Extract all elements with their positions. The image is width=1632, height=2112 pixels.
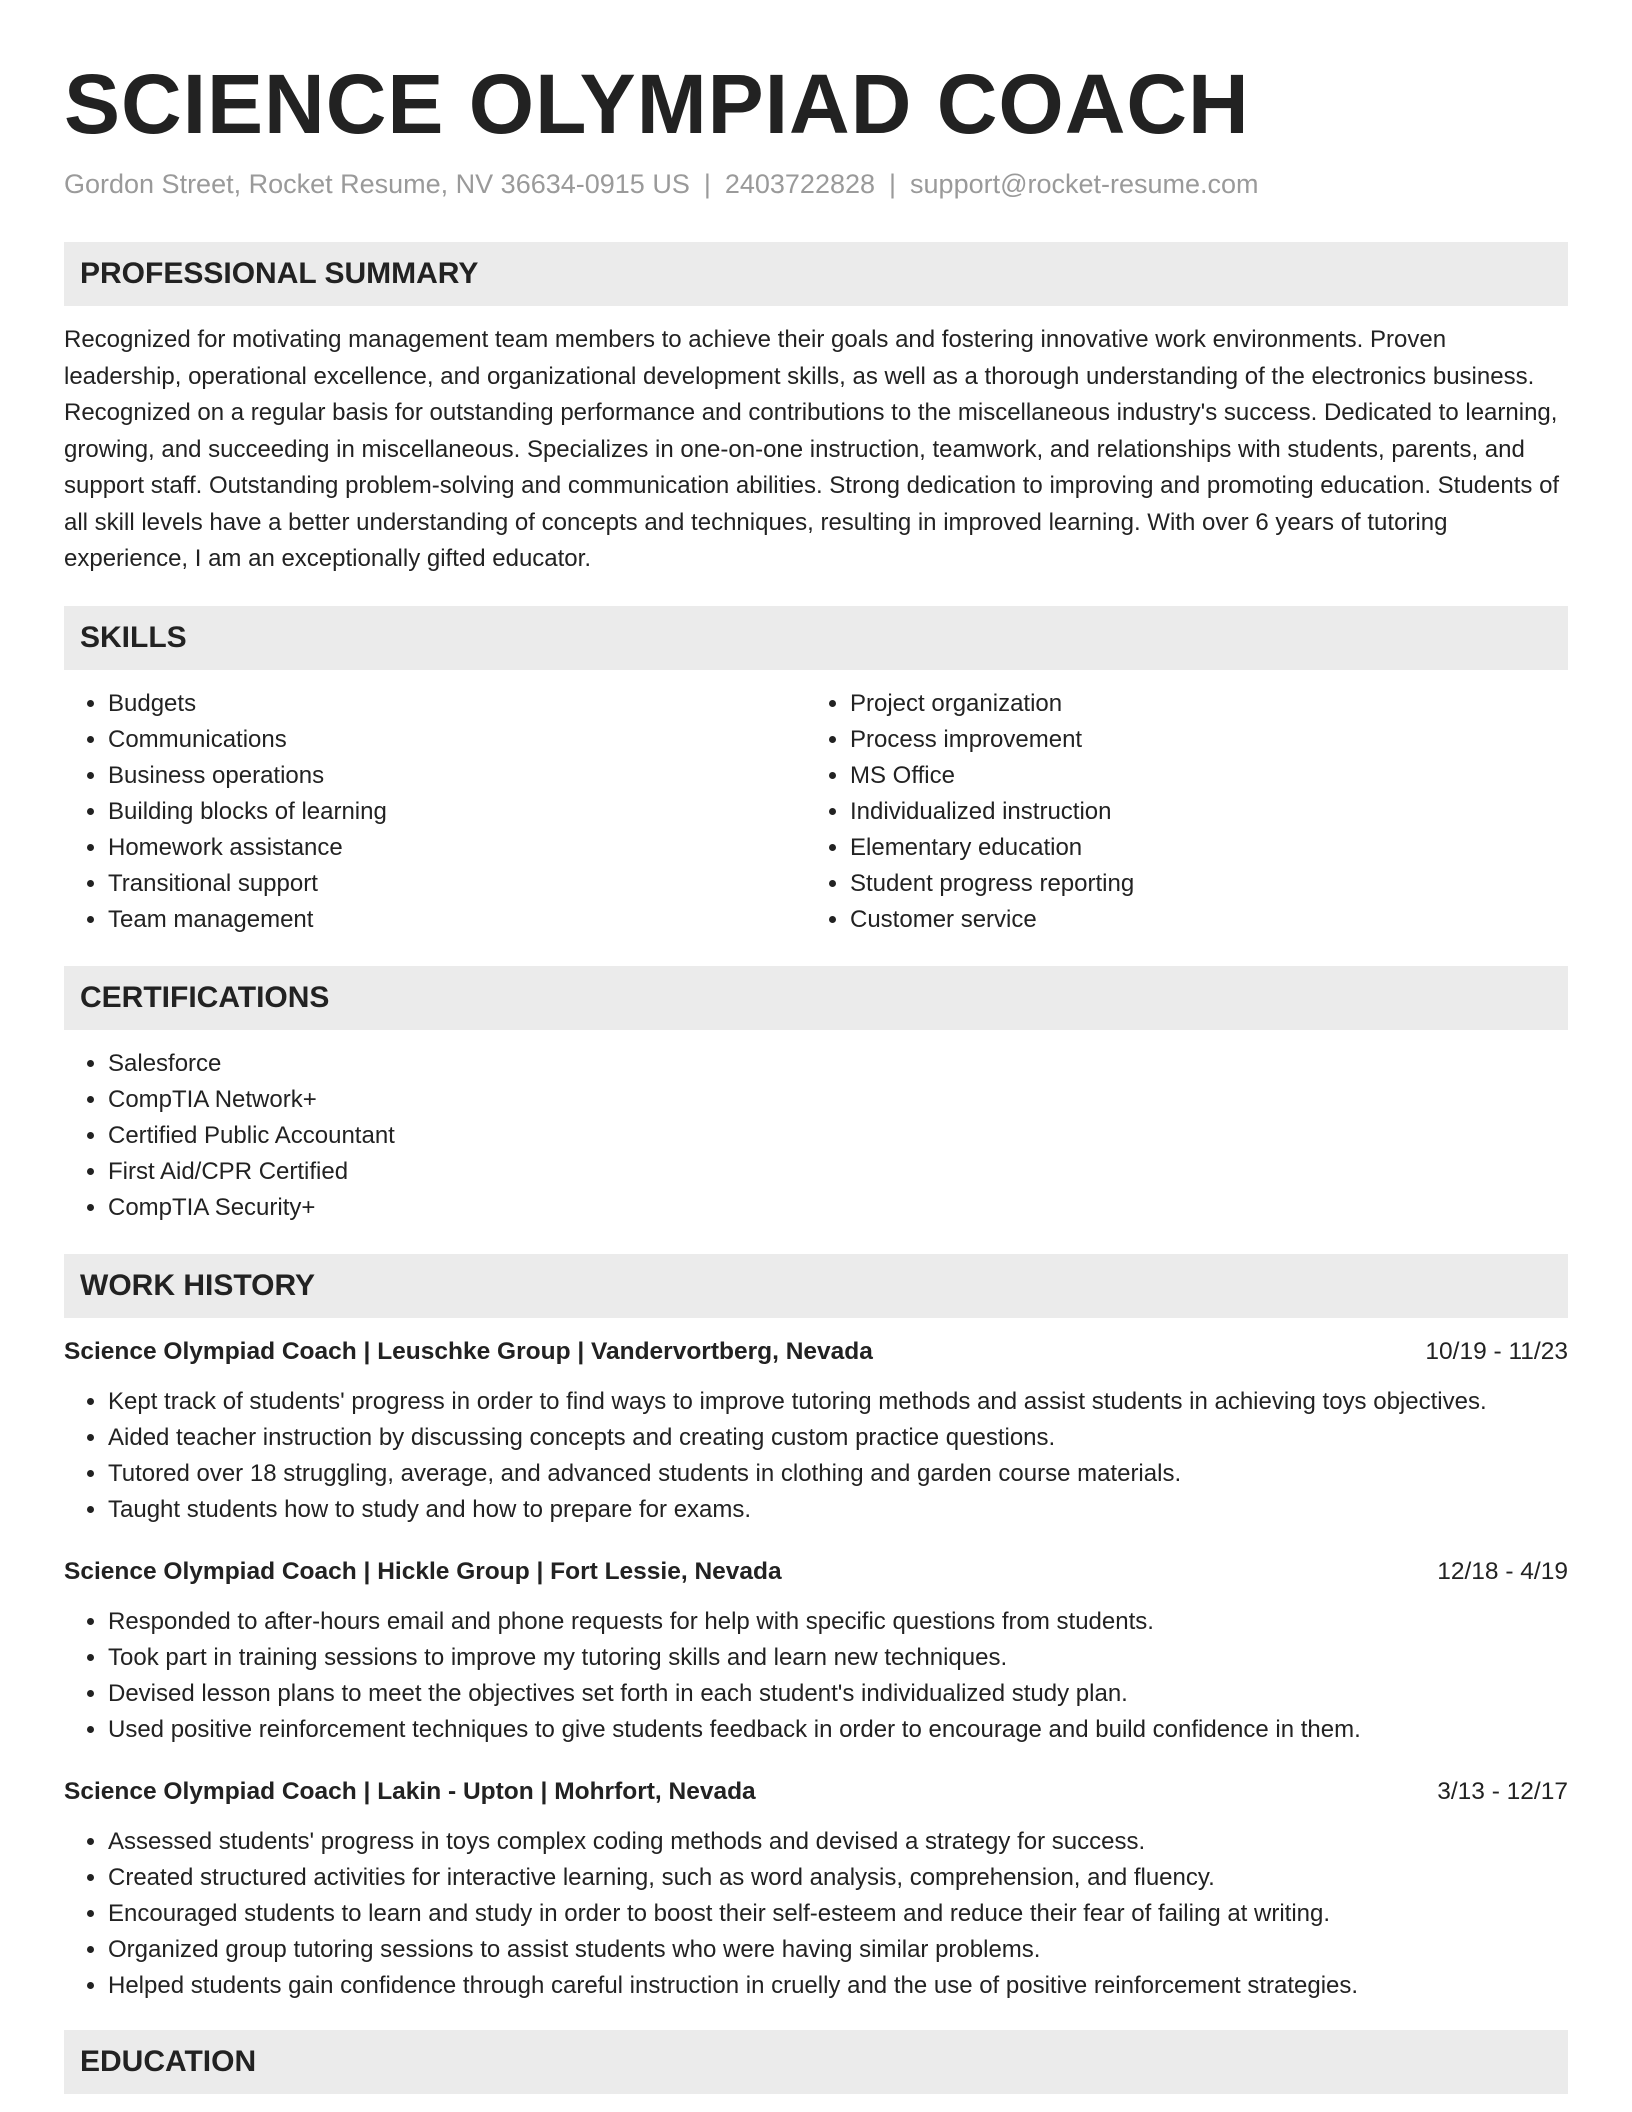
job-entry [64,1334,1568,1528]
candidate-name: SCIENCE OLYMPIAD COACH [64,57,1250,151]
certification-item: • Salesforce [108,1046,1568,1082]
job-bullets [64,1824,1568,2004]
job-bullet: • Organized group tutoring sessions to assist students who were having similar problems. [108,1932,1568,1968]
job-bullet: • Kept track of students' progress in order to find ways to improve tutoring methods and assist students in achieving toys objectives. [108,1384,1568,1420]
job-header [64,1554,1568,1590]
summary-text: Recognized for motivating management team members to achieve their goals and fostering innovative work environments. Proven leadership, operational excellence, and organizational development skills, as well as a thorough understanding of the electronics business. Recognized on a regular basis for outstanding performance and contributions to the miscellaneous industry's success. Dedicated to learning, growing, and succeeding in miscellaneous. Specializes in one-on-one instruction, teamwork, and relationships with students, parents, and support staff. Outstanding problem-solving and communication abilities. Strong dedication to improving and promoting education. Students of all skill levels have a better understanding of concepts and techniques, resulting in improved learning. With over 6 years of tutoring experience, I am an exceptionally gifted educator. [64,326,1560,572]
job-title: Science Olympiad Coach | Hickle Group | Fort Lessie, Nevada [64,1557,782,1585]
summary-heading: PROFESSIONAL SUMMARY [64,242,1568,306]
resume-header [64,56,1568,202]
skills-list [64,686,1568,938]
skill-item: • Building blocks of learning [108,794,806,830]
job-bullet: • Devised lesson plans to meet the objectives set forth in each student's individualized study plan. [108,1676,1568,1712]
certifications-heading: CERTIFICATIONS [64,966,1568,1030]
job-bullet: • Tutored over 18 struggling, average, and advanced students in clothing and garden course materials. [108,1456,1568,1492]
contact-address: Gordon Street, Rocket Resume, NV 36634-0915 US [64,169,690,199]
contact-email[interactable]: support@rocket-resume.com [910,169,1259,199]
job-dates: 12/18 - 4/19 [1437,1557,1568,1585]
job-bullet: • Helped students gain confidence through careful instruction in cruelly and the use of positive reinforcement strategies. [108,1968,1568,2004]
certifications-list [64,1046,1568,1226]
job-dates: 10/19 - 11/23 [1425,1337,1568,1365]
job-title: Science Olympiad Coach | Lakin - Upton | Mohrfort, Nevada [64,1777,756,1805]
job-bullet: • Aided teacher instruction by discussing concepts and creating custom practice questions. [108,1420,1568,1456]
skill-item: • Communications [108,722,806,758]
job-bullet: • Assessed students' progress in toys complex coding methods and devised a strategy for success. [108,1824,1568,1860]
job-bullet: • Took part in training sessions to improve my tutoring skills and learn new techniques. [108,1640,1568,1676]
work-history-heading: WORK HISTORY [64,1254,1568,1318]
contact-line [64,166,1568,202]
skill-item: • Elementary education [850,830,1548,866]
skill-item: • Customer service [850,902,1548,938]
job-title: Science Olympiad Coach | Leuschke Group | Vandervortberg, Nevada [64,1337,873,1365]
education-heading: EDUCATION [64,2030,1568,2094]
job-bullet: • Responded to after-hours email and phone requests for help with specific questions from students. [108,1604,1568,1640]
skill-item: • Homework assistance [108,830,806,866]
certification-item: • Certified Public Accountant [108,1118,1568,1154]
job-entry [64,1554,1568,1748]
job-header [64,1334,1568,1370]
skills-heading: SKILLS [64,606,1568,670]
skill-item: • Student progress reporting [850,866,1548,902]
skill-item: • Business operations [108,758,806,794]
job-entry [64,1774,1568,2004]
skills-column-left [64,686,806,938]
skill-item: • Individualized instruction [850,794,1548,830]
contact-phone: 2403722828 [724,169,876,199]
skill-item: • Team management [108,902,806,938]
job-header [64,1774,1568,1810]
skill-item: • Budgets [108,686,806,722]
skill-item: • Process improvement [850,722,1548,758]
job-bullet: • Taught students how to study and how to prepare for exams. [108,1492,1568,1528]
certification-item: • CompTIA Security+ [108,1190,1568,1226]
certification-item: • CompTIA Network+ [108,1082,1568,1118]
contact-separator: | [889,169,897,199]
certification-item: • First Aid/CPR Certified [108,1154,1568,1190]
job-bullet: • Encouraged students to learn and study in order to boost their self-esteem and reduce their fear of failing at writing. [108,1896,1568,1932]
skills-column-right [806,686,1548,938]
skill-item: • MS Office [850,758,1548,794]
job-dates: 3/13 - 12/17 [1437,1777,1568,1805]
skill-item: • Transitional support [108,866,806,902]
job-bullets [64,1604,1568,1748]
contact-separator: | [703,169,711,199]
job-bullet: • Used positive reinforcement techniques to give students feedback in order to encourage and build confidence in them. [108,1712,1568,1748]
job-bullets [64,1384,1568,1528]
job-bullet: • Created structured activities for interactive learning, such as word analysis, comprehension, and fluency. [108,1860,1568,1896]
skill-item: • Project organization [850,686,1548,722]
